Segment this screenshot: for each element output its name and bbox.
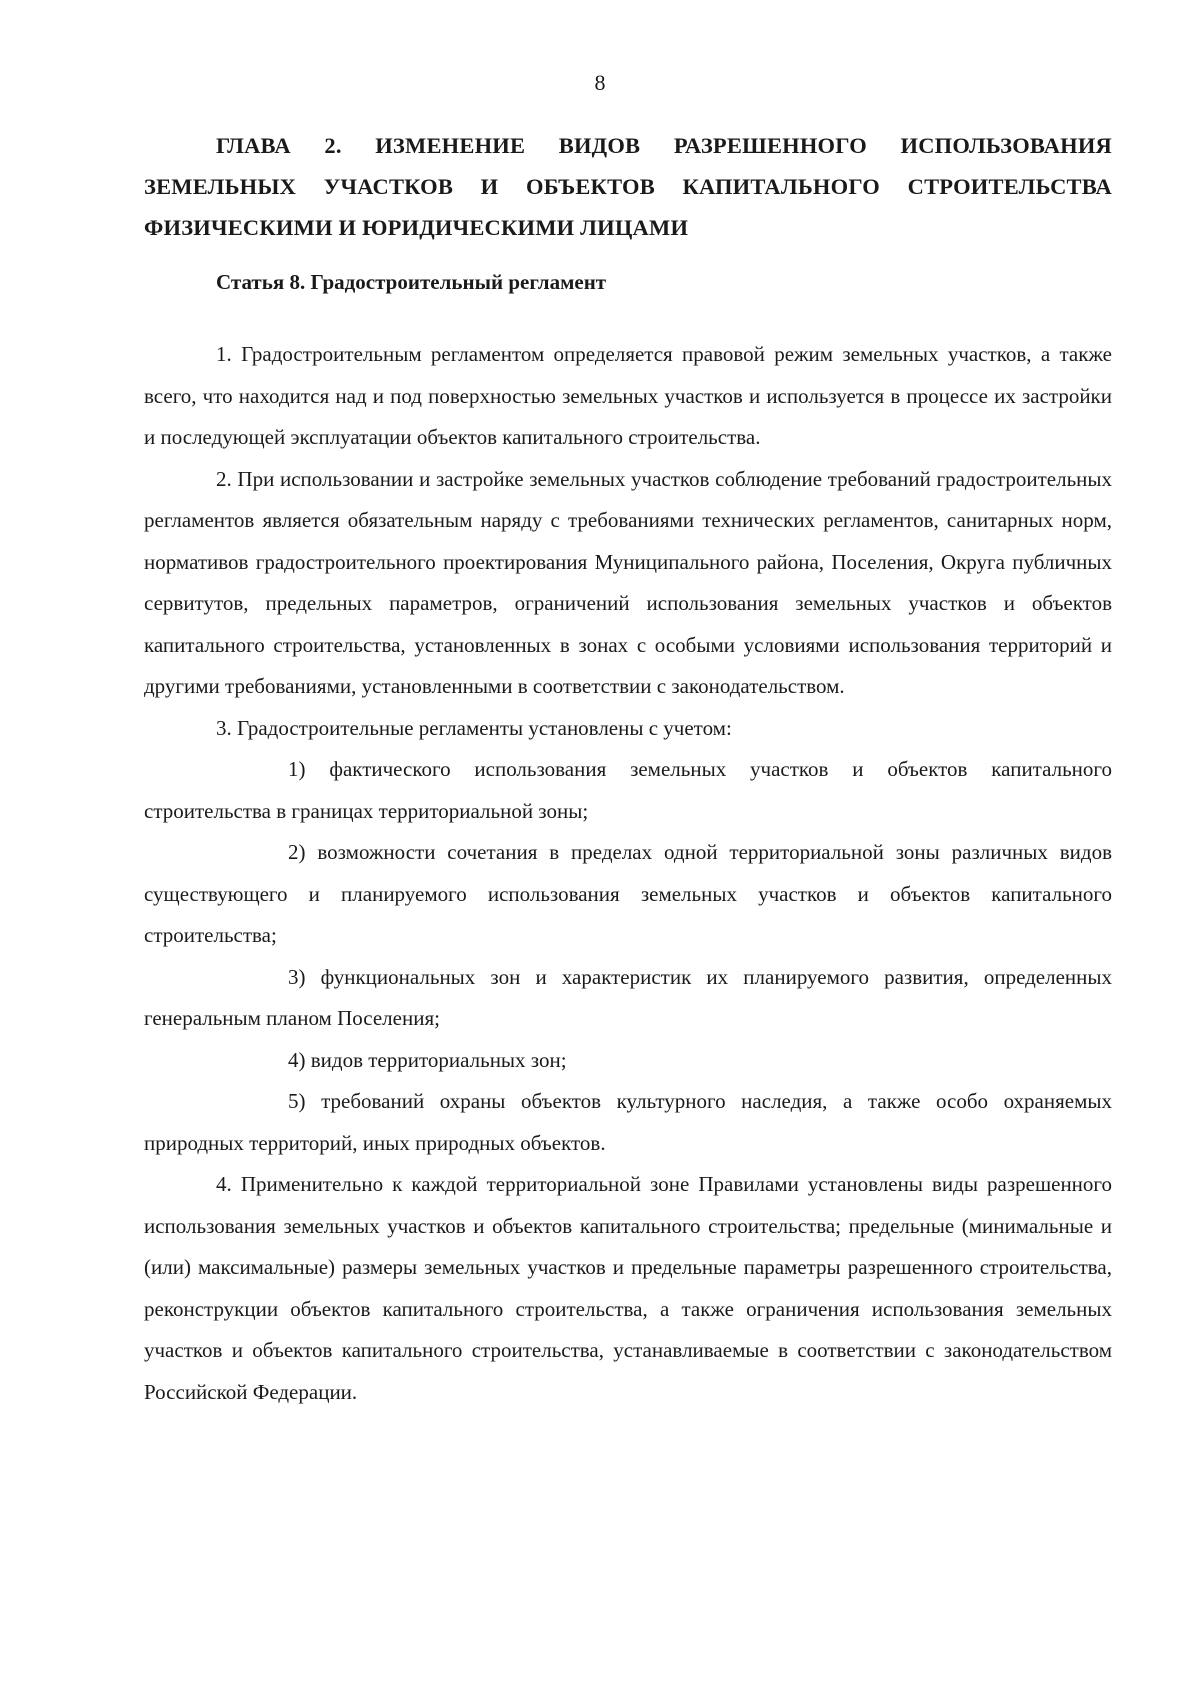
paragraph-number: 4.	[216, 1172, 232, 1196]
list-item-4	[144, 1040, 1112, 1082]
paragraph-number: 1.	[216, 342, 232, 366]
article-title: Статья 8. Градостроительный регламент	[216, 270, 607, 294]
list-item-number: 3)	[288, 964, 306, 989]
page-number: 8	[594, 70, 606, 95]
paragraph-3	[144, 708, 1112, 750]
list-item-2	[144, 832, 1112, 957]
list-item-text: возможности сочетания в пределах одной территориальной зоны различных видов существующего и планируемого использования земельных участков и объектов капитального строительства;	[144, 840, 1113, 947]
list-item-1	[144, 749, 1112, 832]
paragraph-text: Применительно к каждой территориальной зоне Правилами установлены виды разрешенного использования земельных участков и объектов капитального строительства; предельные (минимальные и (или) максимальные) размеры земельных участков и предельные параметры разрешенного строительства, реконструкции объектов капитального строительства, а также ограничения использования земельных участков и объектов капитального строительства, устанавливаемые в соответствии с законодательством Российской Федерации.	[144, 1172, 1113, 1404]
list-item-number: 4)	[288, 1047, 306, 1072]
list-item-text: требований охраны объектов культурного наследия, а также особо охраняемых природных территорий, иных природных объектов.	[144, 1089, 1112, 1155]
list-item-number: 5)	[288, 1089, 306, 1113]
list-item-text: фактического использования земельных участков и объектов капитального строительства в границах территориальной зоны;	[144, 757, 1113, 823]
list-item-number: 1)	[288, 757, 306, 781]
paragraph-number: 3.	[216, 715, 232, 740]
list-item-5	[144, 1081, 1112, 1164]
list-item-text: функциональных зон и характеристик их планируемого развития, определенных генеральным планом Поселения;	[144, 964, 1113, 1030]
paragraph-number: 2.	[216, 466, 232, 491]
list-item-text: видов территориальных зон;	[310, 1047, 567, 1072]
paragraph-2	[144, 459, 1112, 708]
paragraph-1	[144, 334, 1112, 459]
paragraph-text: При использовании и застройке земельных участков соблюдение требований градостроительных регламентов является обязательным наряду с требованиями технических регламентов, санитарных норм, нормативов градостроительного проектирования Муниципального района, Поселения, Округа публичных сервитутов, предельных параметров, ограничений использования земельных участков и объектов капитального строительства, установленных в зонах с особыми условиями использования территорий и другими требованиями, установленными в соответствии с законодательством.	[144, 466, 1113, 698]
list-item-number: 2)	[288, 840, 306, 864]
paragraph-text: Градостроительным регламентом определяется правовой режим земельных участков, а также всего, что находится над и под поверхностью земельных участков и используется в процессе их застройки и последующей эксплуатации объектов капитального строительства.	[144, 342, 1113, 449]
document-body	[144, 125, 1112, 1413]
paragraph-4	[144, 1164, 1112, 1413]
list-item-3	[144, 957, 1112, 1040]
chapter-title: ГЛАВА 2. ИЗМЕНЕНИЕ ВИДОВ РАЗРЕШЕННОГО ИСПОЛЬЗОВАНИЯ ЗЕМЕЛЬНЫХ УЧАСТКОВ И ОБЪЕКТОВ КАПИТАЛЬНОГО СТРОИТЕЛЬСТВА ФИЗИЧЕСКИМИ И ЮРИДИЧЕСКИМИ ЛИЦАМИ	[144, 133, 1112, 240]
paragraph-text: Градостроительные регламенты установлены с учетом:	[237, 715, 732, 740]
